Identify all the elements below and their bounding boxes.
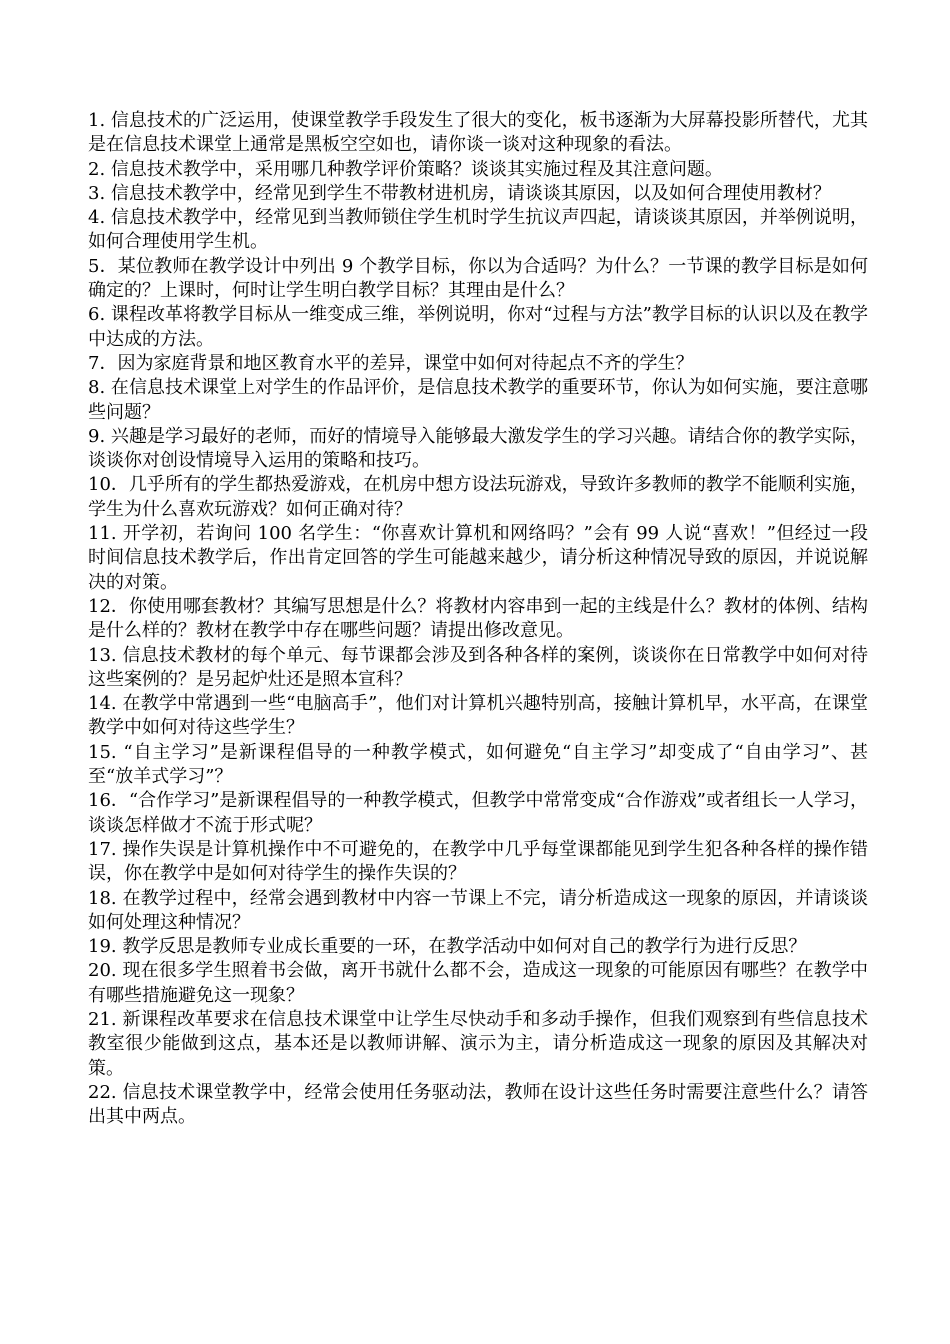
question-item-10: 10．几乎所有的学生都热爱游戏，在机房中想方设法玩游戏，导致许多教师的教学不能顺利实施，学生为什么喜欢玩游戏？如何正确对待？ xyxy=(88,474,868,520)
question-item-18: 18. 在教学过程中，经常会遇到教材中内容一节课上不完，请分析造成这一现象的原因，并请谈谈如何处理这种情况？ xyxy=(88,887,868,933)
question-item-11: 11. 开学初，若询问 100 名学生：“你喜欢计算机和网络吗？”会有 99 人说“喜欢！”但经过一段时间信息技术教学后，作出肯定回答的学生可能越来越少，请分析这种情况导致的原因，并说说解决的对策。 xyxy=(88,523,868,593)
question-item-6: 6. 课程改革将教学目标从一维变成三维，举例说明，你对“过程与方法”教学目标的认识以及在教学中达成的方法。 xyxy=(88,304,868,350)
question-item-12: 12．你使用哪套教材？其编写思想是什么？将教材内容串到一起的主线是什么？教材的体例、结构是什么样的？教材在教学中存在哪些问题？请提出修改意见。 xyxy=(88,595,868,642)
question-item-7: 7．因为家庭背景和地区教育水平的差异，课堂中如何对待起点不齐的学生？ xyxy=(88,352,694,374)
question-item-8: 8. 在信息技术课堂上对学生的作品评价，是信息技术教学的重要环节，你认为如何实施，要注意哪些问题？ xyxy=(88,377,868,423)
question-item-16: 16．“合作学习”是新课程倡导的一种教学模式，但教学中常常变成“合作游戏”或者组长一人学习，谈谈怎样做才不流于形式呢？ xyxy=(88,790,868,836)
question-item-1: 1. 信息技术的广泛运用，使课堂教学手段发生了很大的变化，板书逐渐为大屏幕投影所替代，尤其是在信息技术课堂上通常是黑板空空如也，请你谈一谈对这种现象的看法。 xyxy=(88,110,868,156)
question-item-15: 15. “自主学习”是新课程倡导的一种教学模式，如何避免“自主学习”却变成了“自由学习”、甚至“放羊式学习”？ xyxy=(88,741,868,788)
question-item-19: 19. 教学反思是教师专业成长重要的一环，在教学活动中如何对自己的教学行为进行反思？ xyxy=(88,936,807,958)
question-item-17: 17. 操作失误是计算机操作中不可避免的，在教学中几乎每堂课都能见到学生犯各种各样的操作错误，你在教学中是如何对待学生的操作失误的？ xyxy=(88,838,868,885)
question-item-5: 5．某位教师在教学设计中列出 9 个教学目标，你以为合适吗？为什么？一节课的教学目标是如何确定的？上课时，何时让学生明白教学目标？其理由是什么？ xyxy=(88,255,868,302)
question-item-21: 21. 新课程改革要求在信息技术课堂中让学生尽快动手和多动手操作，但我们观察到有些信息技术教室很少能做到这点，基本还是以教师讲解、演示为主，请分析造成这一现象的原因及其解决对策。 xyxy=(88,1008,868,1079)
question-item-2: 2. 信息技术教学中，采用哪几种教学评价策略？谈谈其实施过程及其注意问题。 xyxy=(88,158,723,180)
question-item-4: 4. 信息技术教学中，经常见到当教师锁住学生机时学生抗议声四起，请谈谈其原因，并举例说明，如何合理使用学生机。 xyxy=(88,207,868,253)
question-item-14: 14. 在教学中常遇到一些“电脑高手”，他们对计算机兴趣特别高，接触计算机早，水平高，在课堂教学中如何对待这些学生？ xyxy=(88,693,868,739)
question-item-22: 22. 信息技术课堂教学中，经常会使用任务驱动法，教师在设计这些任务时需要注意些什么？请答出其中两点。 xyxy=(88,1081,868,1128)
question-item-20: 20. 现在很多学生照着书会做，离开书就什么都不会，造成这一现象的可能原因有哪些？在教学中有哪些措施避免这一现象？ xyxy=(88,960,868,1006)
question-list xyxy=(88,109,868,1129)
question-item-3: 3. 信息技术教学中，经常见到学生不带教材进机房，请谈谈其原因，以及如何合理使用教材？ xyxy=(88,182,831,204)
question-item-13: 13. 信息技术教材的每个单元、每节课都会涉及到各种各样的案例，谈谈你在日常教学中如何对待这些案例的？是另起炉灶还是照本宣科？ xyxy=(88,644,868,690)
question-item-9: 9. 兴趣是学习最好的老师，而好的情境导入能够最大激发学生的学习兴趣。请结合你的教学实际，谈谈你对创设情境导入运用的策略和技巧。 xyxy=(88,425,868,472)
